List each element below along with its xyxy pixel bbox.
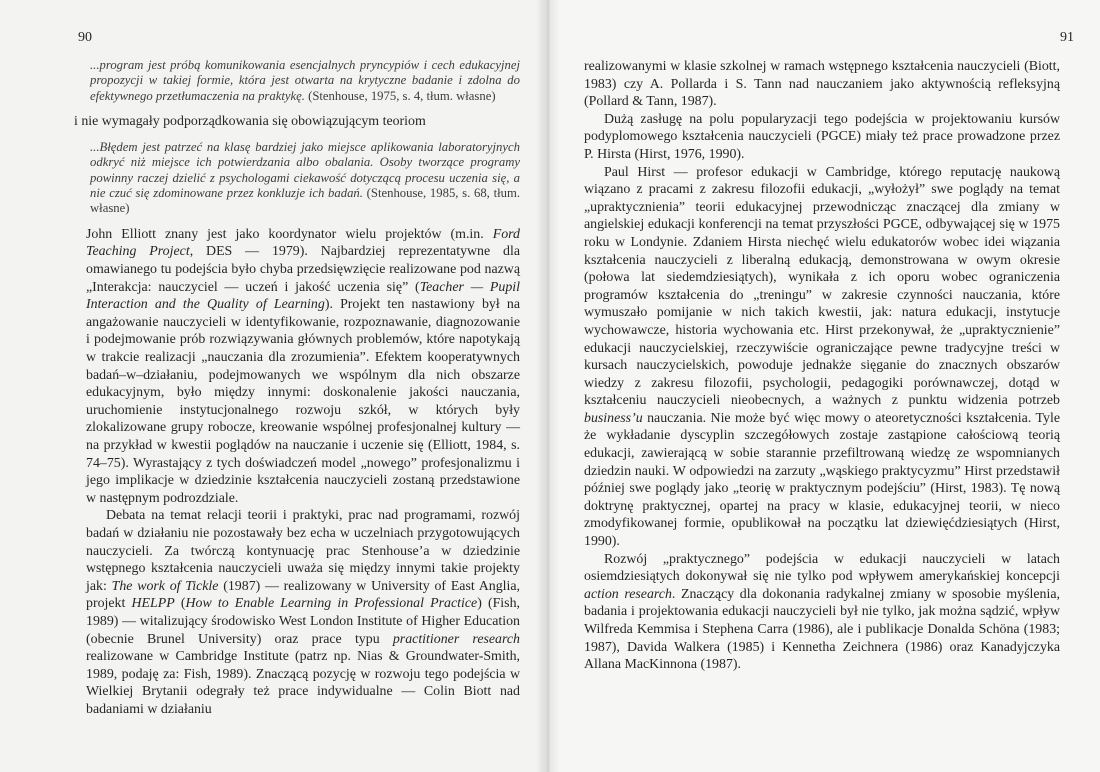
paragraph [86,507,520,718]
text-run: , DES — 1979). Najbardziej reprezentatywne dla omawianego tu podejścia było chyba przedsięwzięcie realizowane pod nazwą „Interakcja: nauczyciel — uczeń i jakość uczenia się” ( [86,244,521,295]
paragraph [86,226,520,508]
page-number-right: 91 [1060,30,1074,45]
text-run: nauczania. Nie może być więc mowy o ateoretyczności kształcenia. Tyle że wykładanie dyscyplin szczegółowych zostaje zastąpione całościową teorią edukacji, zawierającą w sobie starannie przefiltrowaną wiedzę ze wspomnianych dziedzin nauki. W odpowiedzi na zarzuty „wąskiego praktycyzmu” Hirst przedstawił później swe poglądy jako „teorię w praktycznym podejściu” (Hirst, 1983). Tę nową doktrynę praktycznej, opartej na pracy w klasie, edukacyjnej teorii, w nieco zmodyfikowanej formie, opublikował na początku lat dziewięćdziesiątych (Hirst, 1990). [584,410,1060,550]
right-page-text [584,58,1060,674]
italic-term: practitioner research [392,631,521,647]
italic-title: Teacher — Pupil Interaction and the Quality of Learning [86,279,520,313]
left-page [0,0,546,772]
text-run: Paul Hirst — profesor edukacji w Cambridge, którego reputację naukową wiązano z pracami z zakresu filozofii edukacji, „wyłożył” swe poglądy na temat „upraktycznienia” teorii edukacyjnej przewodnicząc znaczącej dla zmiany w angielskiej edukacji konferencji na temat przyszłości PGCE, odbywającej się w 1975 roku w Londynie. Zdaniem Hirsta niechęć wielu edukatorów wobec idei wiązania kształcenia nauczycieli z liberalną edukacją, demonstrowana w owym okresie (połowa lat siedemdziesiątych), wynikała z ich oporu wobec ograniczenia programów kształcenia do „treningu” w zakresie czynności nauczania, które wymuszało pomijanie w nich takich kwestii, jak: natura edukacji, instytucje wychowawcze, historia wychowania etc. Hirst przekonywał, że „upraktycznienie” edukacji nauczycielskiej, rzeczywiście ograniczające pewne tradycyjne treści w kursach nauczycielskich, powoduje jednakże sięganie do znacznych obszarów wiedzy z zakresu filozofii, psychologii, pedagogiki porównawczej, dotąd w kształceniu nauczycieli nieobecnych, a ważnych z punktu widzenia potrzeb [584,164,1060,409]
paragraph [584,164,1060,551]
left-page-text [74,58,521,718]
italic-term: action research [584,586,672,602]
text-run: realizowane w Cambridge Institute (patrz np. Nias & Groundwater-Smith, 1989, podaję za: Fish, 1989). Znaczącą pozycję w rozwoju tego podejścia w Wielkiej Brytanii odegrały też prace indywidualne — Colin Biott nad badaniami w działaniu [86,649,520,717]
text-run: (1987) — realizowany w University of East Anglia, projekt [86,578,520,612]
italic-title: The work of Tickle [111,578,219,594]
text-run: John Elliott znany jest jako koordynator wielu projektów (m.in. [86,226,493,242]
paragraph [584,551,1060,674]
italic-title: HELPP [131,596,175,612]
block-quote-2-text: ...Błędem jest patrzeć na klasę bardziej jako miejsce aplikowania laboratoryjnych odkryć niż miejsce ich potwierdzania albo obalania. Osoby tworzące programy powinny raczej dzielić z psychologami ciekawość dotyczącą procesu uczenia się, a nie czuć się zdominowane przez konkluzje ich badań. [90,139,520,201]
paragraph: i nie wymagały podporządkowania się obowiązującym teoriom [74,114,426,130]
block-quote-2-source: (Stenhouse, 1985, s. 68, tłum. własne) [90,186,520,216]
paragraph: realizowanymi w klasie szkolnej w ramach wstępnego kształcenia nauczycieli (Biott, 1983) czy A. Pollarda i S. Tann nad nauczaniem jako aktywnością refleksyjną (Pollard & Tann, 1987). [584,59,1060,110]
text-run: . Znaczący dla dokonania radykalnej zmiany w sposobie myślenia, badania i projektowania edukacji nauczycieli był nie tylko, jak można sądzić, wpływ Wilfreda Kemmisa i Stephena Carra (1986), ale i publikacje Donalda Schöna (1983; 1987), Davida Walkera (1985) i Kennetha Zeichnera (1986) oraz Kanadyjczyka Allana MacKinnona (1987). [584,586,1060,673]
page-number-left: 90 [78,30,92,45]
right-page [546,0,1100,772]
block-quote-1-source: (Stenhouse, 1975, s. 4, tłum. własne) [308,88,496,103]
text-run: ). Projekt ten nastawiony był na angażowanie nauczycieli w identyfikowanie, rozpoznawanie, diagnozowanie i podejmowanie prób rozwiązywania głównych problemów, które napotykają w trakcie realizacji „nauczania dla zrozumienia”. Efektem kooperatywnych badań–w–działaniu, podejmowanych we wspólnym dla nich obszarze edukacyjnym, było między innymi: doskonalenie jakości nauczania, uruchomienie instytucjonalnego rozwoju szkół, w których były zlokalizowane grupy robocze, kreowanie wspólnej profesjonalnej kultury — na przykład w kwestii poglądów na nauczanie i uczenie się (Elliott, 1984, s. 74–75). Wyrastający z tych doświadczeń model „nowego” profesjonalizmu i jego implikacje w dziedzinie kształcenia nauczycieli zostaną przedstawione w następnym podrozdziale. [86,297,521,506]
italic-title: How to Enable Learning in Professional Practice [185,596,478,612]
italic-title: Ford Teaching Project [86,226,520,260]
italic-term: business’u [584,410,643,426]
block-quote-1-text: ...program jest próbą komunikowania esencjalnych pryncypiów i cech edukacyjnej propozycji w takiej formie, która jest otwarta na krytyczne badanie i zdolna do efektywnego przetłumaczenia na praktykę. [90,58,520,103]
block-quote-1 [90,58,520,104]
block-quote-2 [90,140,520,217]
text-run: Rozwój „praktycznego” podejścia w edukacji nauczycieli w latach osiemdziesiątych dokonywał się nie tylko pod wpływem amerykańskiej koncepcji [584,551,1060,585]
text-run: Debata na temat relacji teorii i praktyki, prac nad programami, rozwój badań w działaniu nie pozostawały bez echa w uczelniach przygotowujących nauczycieli. Za twórczą kontynuację prac Stenhouse’a w dziedzinie wstępnego kształcenia nauczycieli uważa się między innymi takie projekty jak: [86,508,520,594]
paragraph: Dużą zasługę na polu popularyzacji tego podejścia w projektowaniu kursów podyplomowego kształcenia nauczycieli (PGCE) miały też prace prowadzone przez P. Hirsta (Hirst, 1976, 1990). [584,111,1060,162]
text-run: ( [174,596,186,612]
text-run: ) (Fish, 1989) — witalizujący środowisko West London Institute of Higher Education (obecnie Brunel University) oraz prace typu [86,596,520,647]
